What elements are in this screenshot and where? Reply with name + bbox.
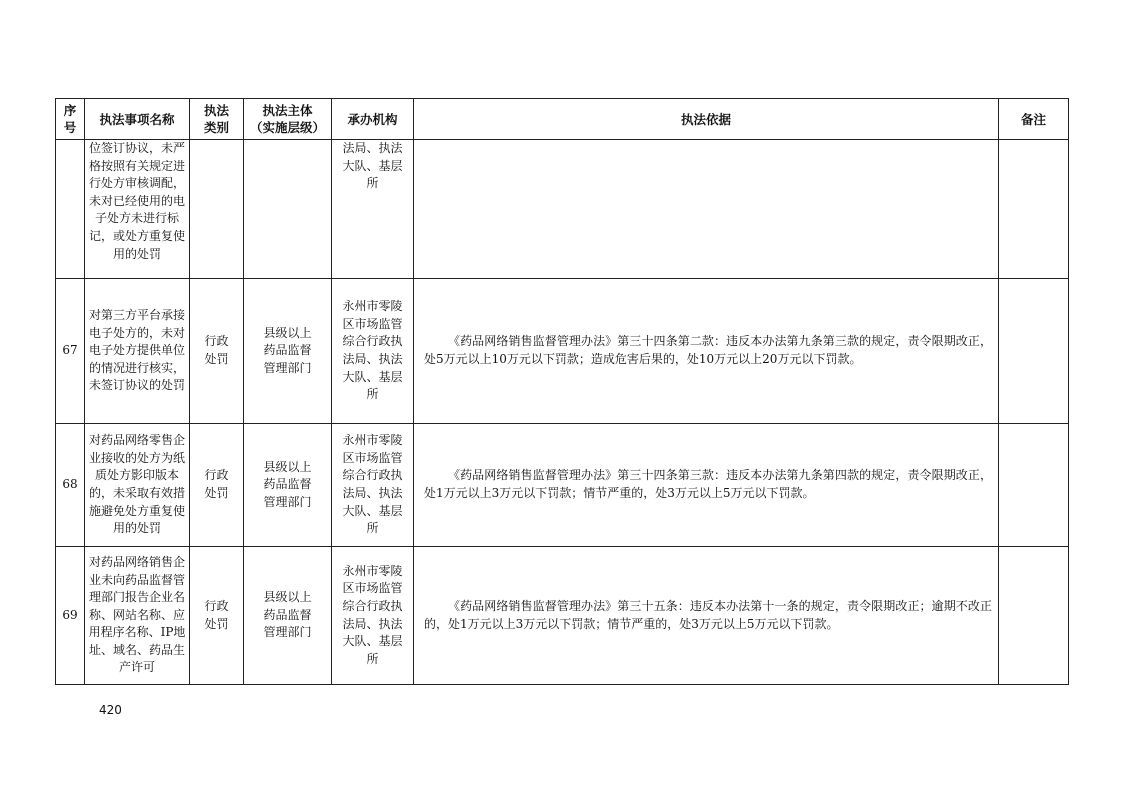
header-remarks: 备注: [999, 99, 1069, 140]
row-seq: 69: [56, 547, 85, 685]
header-seq: 序 号: [56, 99, 85, 140]
table-row: [56, 279, 1069, 424]
row-agency: 永州市零陵区市场监管综合行政执法局、执法大队、基层所: [332, 424, 414, 547]
table-row: [56, 424, 1069, 547]
row-subject: [244, 140, 332, 279]
row-remarks: [999, 279, 1069, 424]
row-item-name: 对药品网络零售企业接收的处方为纸质处方影印版本的，未采取有效措施避免处方重复使用的处罚: [85, 424, 190, 547]
row-agency: 永州市零陵区市场监管综合行政执法局、执法大队、基层所: [332, 547, 414, 685]
row-category: 行政处罚: [190, 547, 244, 685]
row-basis: 《药品网络销售监督管理办法》第三十四条第二款：违反本办法第九条第三款的规定，责令限期改正，处5万元以上10万元以下罚款；造成危害后果的，处10万元以上20万元以下罚款。: [414, 279, 999, 424]
row-remarks: [999, 140, 1069, 279]
row-seq: 67: [56, 279, 85, 424]
row-agency: 法局、执法大队、基层所: [332, 140, 414, 279]
header-item-name: 执法事项名称: [85, 99, 190, 140]
page-number: 420: [99, 703, 122, 717]
header-category: 执法 类别: [190, 99, 244, 140]
row-basis: 《药品网络销售监督管理办法》第三十五条：违反本办法第十一条的规定，责令限期改正；逾期不改正的，处1万元以上3万元以下罚款；情节严重的，处3万元以上5万元以下罚款。: [414, 547, 999, 685]
row-basis: [414, 140, 999, 279]
header-subject: 执法主体 （实施层级）: [244, 99, 332, 140]
table-row: [56, 547, 1069, 685]
row-item-name: 对药品网络销售企业未向药品监督管理部门报告企业名称、网站名称、应用程序名称、IP地址、域名、药品生产许可: [85, 547, 190, 685]
row-basis: 《药品网络销售监督管理办法》第三十四条第三款：违反本办法第九条第四款的规定，责令限期改正，处1万元以上3万元以下罚款；情节严重的，处3万元以上5万元以下罚款。: [414, 424, 999, 547]
row-subject: 县级以上药品监督管理部门: [244, 424, 332, 547]
row-agency: 永州市零陵区市场监管综合行政执法局、执法大队、基层所: [332, 279, 414, 424]
header-basis: 执法依据: [414, 99, 999, 140]
row-remarks: [999, 547, 1069, 685]
row-seq: 68: [56, 424, 85, 547]
row-category: 行政处罚: [190, 424, 244, 547]
header-row: [56, 99, 1069, 140]
row-item-name: 位签订协议，未严格按照有关规定进行处方审核调配，未对已经使用的电子处方未进行标记，或处方重复使用的处罚: [85, 140, 190, 279]
row-category: 行政处罚: [190, 279, 244, 424]
header-agency: 承办机构: [332, 99, 414, 140]
row-category: [190, 140, 244, 279]
table-row: [56, 140, 1069, 279]
row-item-name: 对第三方平台承接电子处方的，未对电子处方提供单位的情况进行核实，未签订协议的处罚: [85, 279, 190, 424]
row-subject: 县级以上药品监督管理部门: [244, 279, 332, 424]
row-subject: 县级以上药品监督管理部门: [244, 547, 332, 685]
row-seq: [56, 140, 85, 279]
enforcement-table: [55, 98, 1069, 685]
row-remarks: [999, 424, 1069, 547]
